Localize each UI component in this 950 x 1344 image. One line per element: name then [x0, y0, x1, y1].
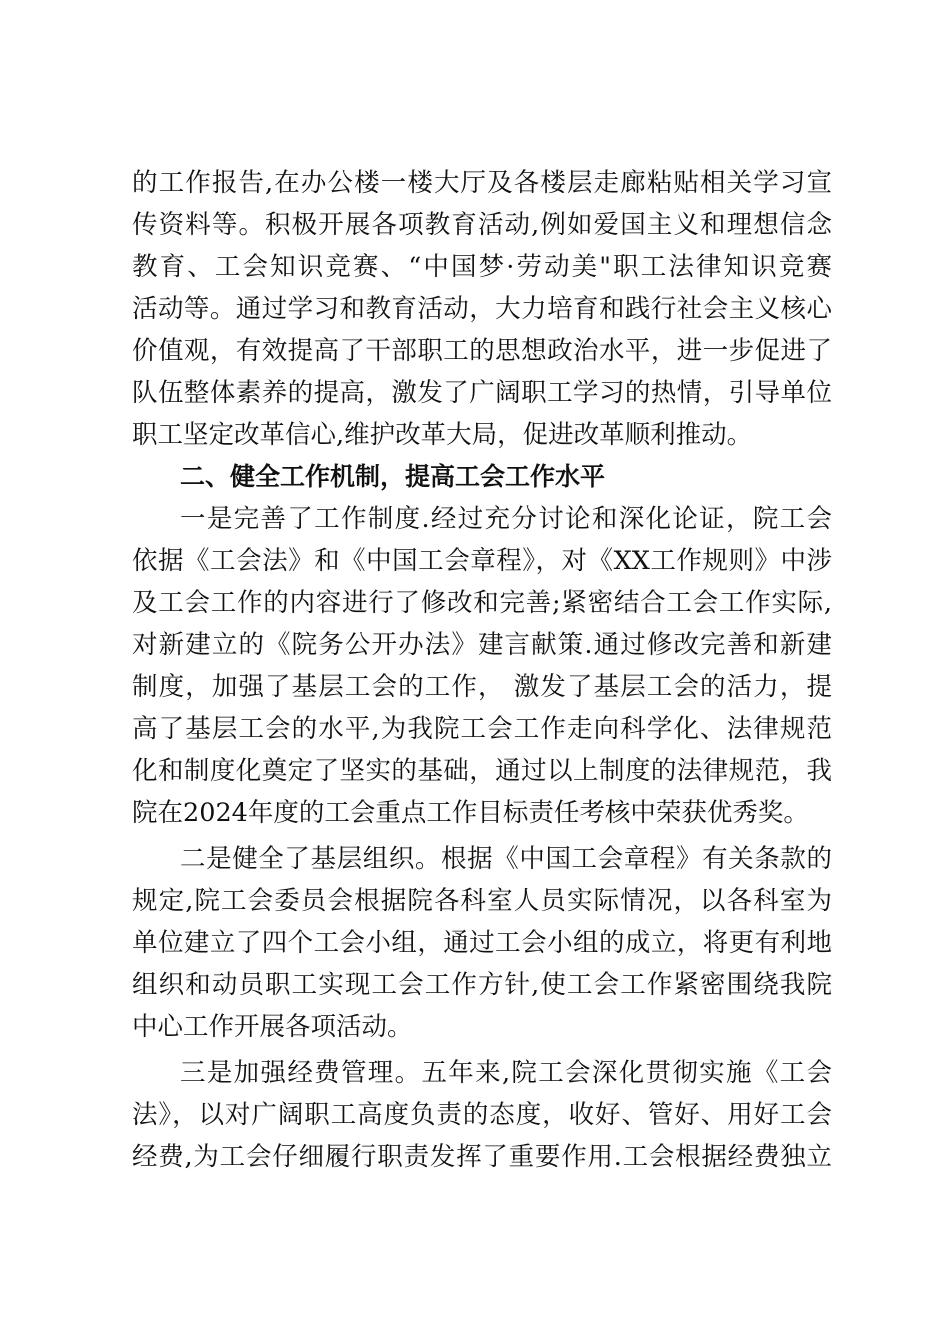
text-line: 教育、工会知识竞赛、“中国梦·劳动美"职工法律知识竞赛 — [132, 252, 832, 282]
text-line: 单位建立了四个工会小组，通过工会小组的成立，将更有利地 — [132, 928, 832, 958]
section-heading: 二、健全工作机制，提高工会工作水平 — [180, 462, 606, 491]
paragraph-work-report — [132, 162, 832, 456]
text-line: 依据《工会法》和《中国工会章程》，对《XX工作规则》中涉 — [132, 546, 832, 576]
paragraph-fund-management — [132, 1052, 832, 1178]
text-line: 法》，以对广阔职工高度负责的态度，收好、管好、用好工会 — [132, 1100, 832, 1130]
text-line: 化和制度化奠定了坚实的基础，通过以上制度的法律规范，我 — [132, 756, 832, 786]
text-line: 传资料等。积极开展各项教育活动,例如爱国主义和理想信念 — [132, 210, 832, 240]
document-body — [132, 162, 832, 1178]
text-line: 高了基层工会的水平,为我院工会工作走向科学化、法律规范 — [132, 714, 832, 744]
text-line: 三是加强经费管理。五年来,院工会深化贯彻实施《工会 — [180, 1058, 832, 1088]
text-line: 制度，加强了基层工会的工作， 激发了基层工会的活力，提 — [132, 672, 832, 702]
text-line: 一是完善了工作制度.经过充分讨论和深化论证，院工会 — [180, 504, 832, 534]
text-line: 队伍整体素养的提高，激发了广阔职工学习的热情，引导单位 — [132, 378, 832, 408]
text-line: 规定,院工会委员会根据院各科室人员实际情况，以各科室为 — [132, 886, 832, 916]
text-line: 活动等。通过学习和教育活动，大力培育和践行社会主义核心 — [132, 294, 832, 324]
paragraph-work-system — [132, 498, 832, 834]
text-line: 的工作报告,在办公楼一楼大厅及各楼层走廊粘贴相关学习宣 — [132, 168, 832, 198]
text-line: 对新建立的《院务公开办法》建言献策.通过修改完善和新建 — [132, 630, 832, 660]
text-line: 职工坚定改革信心,维护改革大局，促进改革顺利推动。 — [132, 420, 753, 450]
section-heading-block — [132, 456, 832, 498]
paragraph-grassroots-organization — [132, 838, 832, 1048]
text-line: 经费,为工会仔细履行职责发挥了重要作用.工会根据经费独立 — [132, 1142, 832, 1172]
text-line: 及工会工作的内容进行了修改和完善;紧密结合工会工作实际, — [132, 588, 832, 618]
text-line: 院在2024年度的工会重点工作目标责任考核中荣获优秀奖。 — [132, 798, 809, 828]
text-line: 二是健全了基层组织。根据《中国工会章程》有关条款的 — [180, 844, 832, 874]
text-line: 价值观，有效提高了干部职工的思想政治水平，进一步促进了 — [132, 336, 832, 366]
text-line: 组织和动员职工实现工会工作方针,使工会工作紧密围绕我院 — [132, 970, 832, 1000]
text-line: 中心工作开展各项活动。 — [132, 1012, 413, 1042]
